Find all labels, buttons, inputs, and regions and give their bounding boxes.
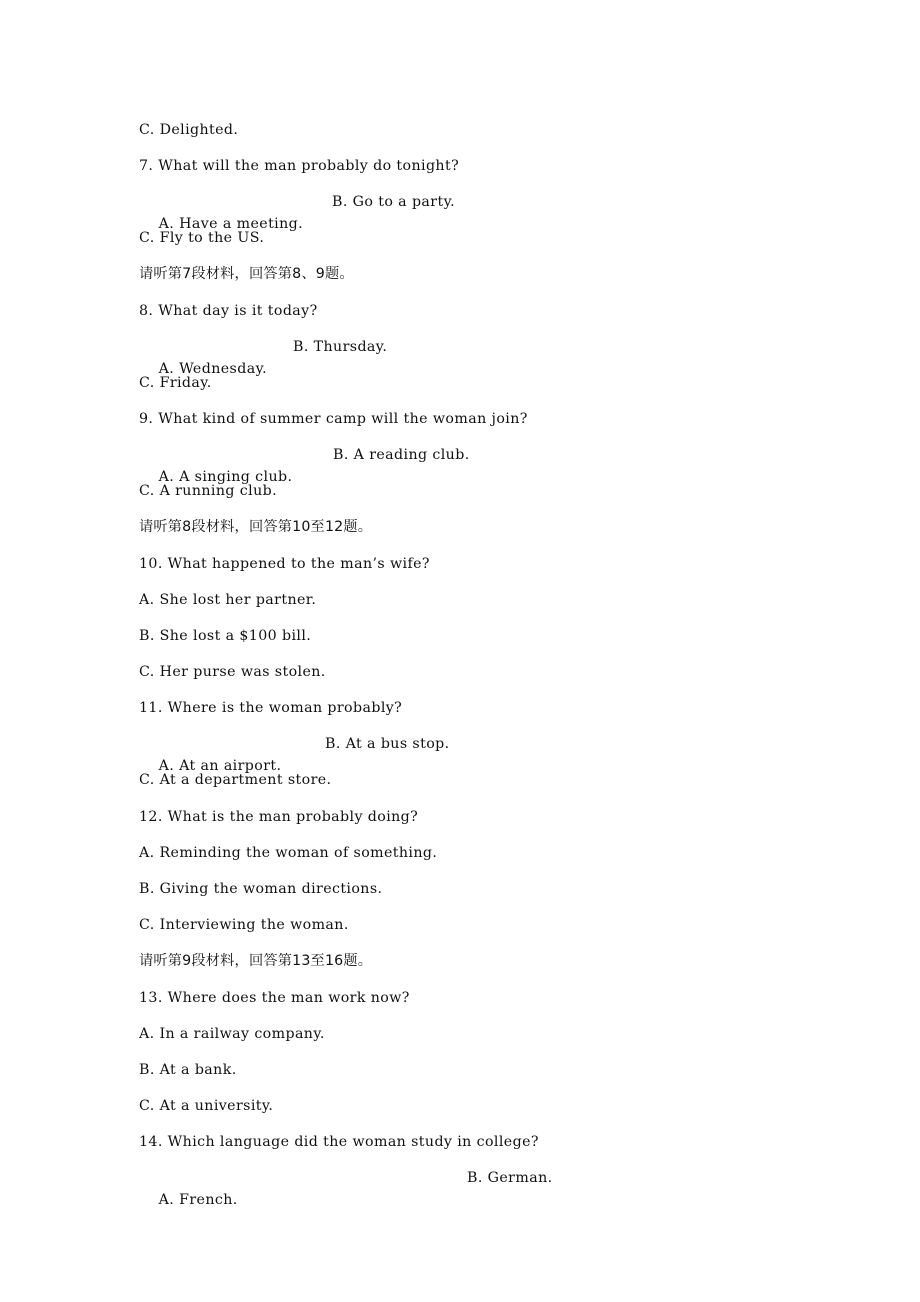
question-line: 12. What is the man probably doing? bbox=[139, 809, 419, 825]
question-line: 14. Which language did the woman study in college? bbox=[139, 1134, 539, 1150]
section-instruction: 请听第9段材料，回答第13至16题。 bbox=[139, 953, 373, 969]
option-line: C. At a university. bbox=[139, 1098, 274, 1114]
question-line: 11. Where is the woman probably? bbox=[139, 700, 403, 716]
option-line: C. Interviewing the woman. bbox=[139, 917, 349, 933]
option-a: A. Wednesday. bbox=[158, 361, 268, 377]
option-pair-line bbox=[139, 336, 388, 377]
question-line: 13. Where does the man work now? bbox=[139, 990, 410, 1006]
option-a: A. A singing club. bbox=[158, 469, 293, 485]
section-instruction: 请听第8段材料，回答第10至12题。 bbox=[139, 519, 373, 535]
option-b: B. Thursday. bbox=[293, 339, 388, 355]
option-line: C. Her purse was stolen. bbox=[139, 664, 326, 680]
option-line: C. Delighted. bbox=[139, 122, 239, 138]
option-line: A. She lost her partner. bbox=[139, 592, 317, 608]
question-line: 8. What day is it today? bbox=[139, 303, 318, 319]
option-b: B. A reading club. bbox=[333, 447, 470, 463]
section-instruction: 请听第7段材料，回答第8、9题。 bbox=[139, 266, 354, 282]
option-b: B. Go to a party. bbox=[332, 194, 456, 210]
option-a: A. French. bbox=[158, 1192, 238, 1208]
option-line: B. At a bank. bbox=[139, 1062, 237, 1078]
option-pair-line bbox=[139, 191, 456, 232]
option-line: C. At a department store. bbox=[139, 772, 332, 788]
question-line: 10. What happened to the man’s wife? bbox=[139, 556, 430, 572]
option-a: A. Have a meeting. bbox=[158, 216, 304, 232]
option-line: B. Giving the woman directions. bbox=[139, 881, 383, 897]
option-line: C. Fly to the US. bbox=[139, 230, 265, 246]
option-line: A. Reminding the woman of something. bbox=[139, 845, 438, 861]
option-b: B. German. bbox=[467, 1170, 553, 1186]
option-line: C. A running club. bbox=[139, 483, 277, 499]
option-line: C. Friday. bbox=[139, 375, 212, 391]
option-line: B. She lost a $100 bill. bbox=[139, 628, 312, 644]
option-pair-line bbox=[139, 733, 450, 774]
question-line: 9. What kind of summer camp will the woman join? bbox=[139, 411, 528, 427]
option-pair-line bbox=[139, 1167, 553, 1208]
question-line: 7. What will the man probably do tonight? bbox=[139, 158, 460, 174]
option-pair-line bbox=[139, 444, 470, 485]
option-b: B. At a bus stop. bbox=[325, 736, 450, 752]
option-a: A. At an airport. bbox=[158, 758, 282, 774]
option-line: A. In a railway company. bbox=[139, 1026, 325, 1042]
